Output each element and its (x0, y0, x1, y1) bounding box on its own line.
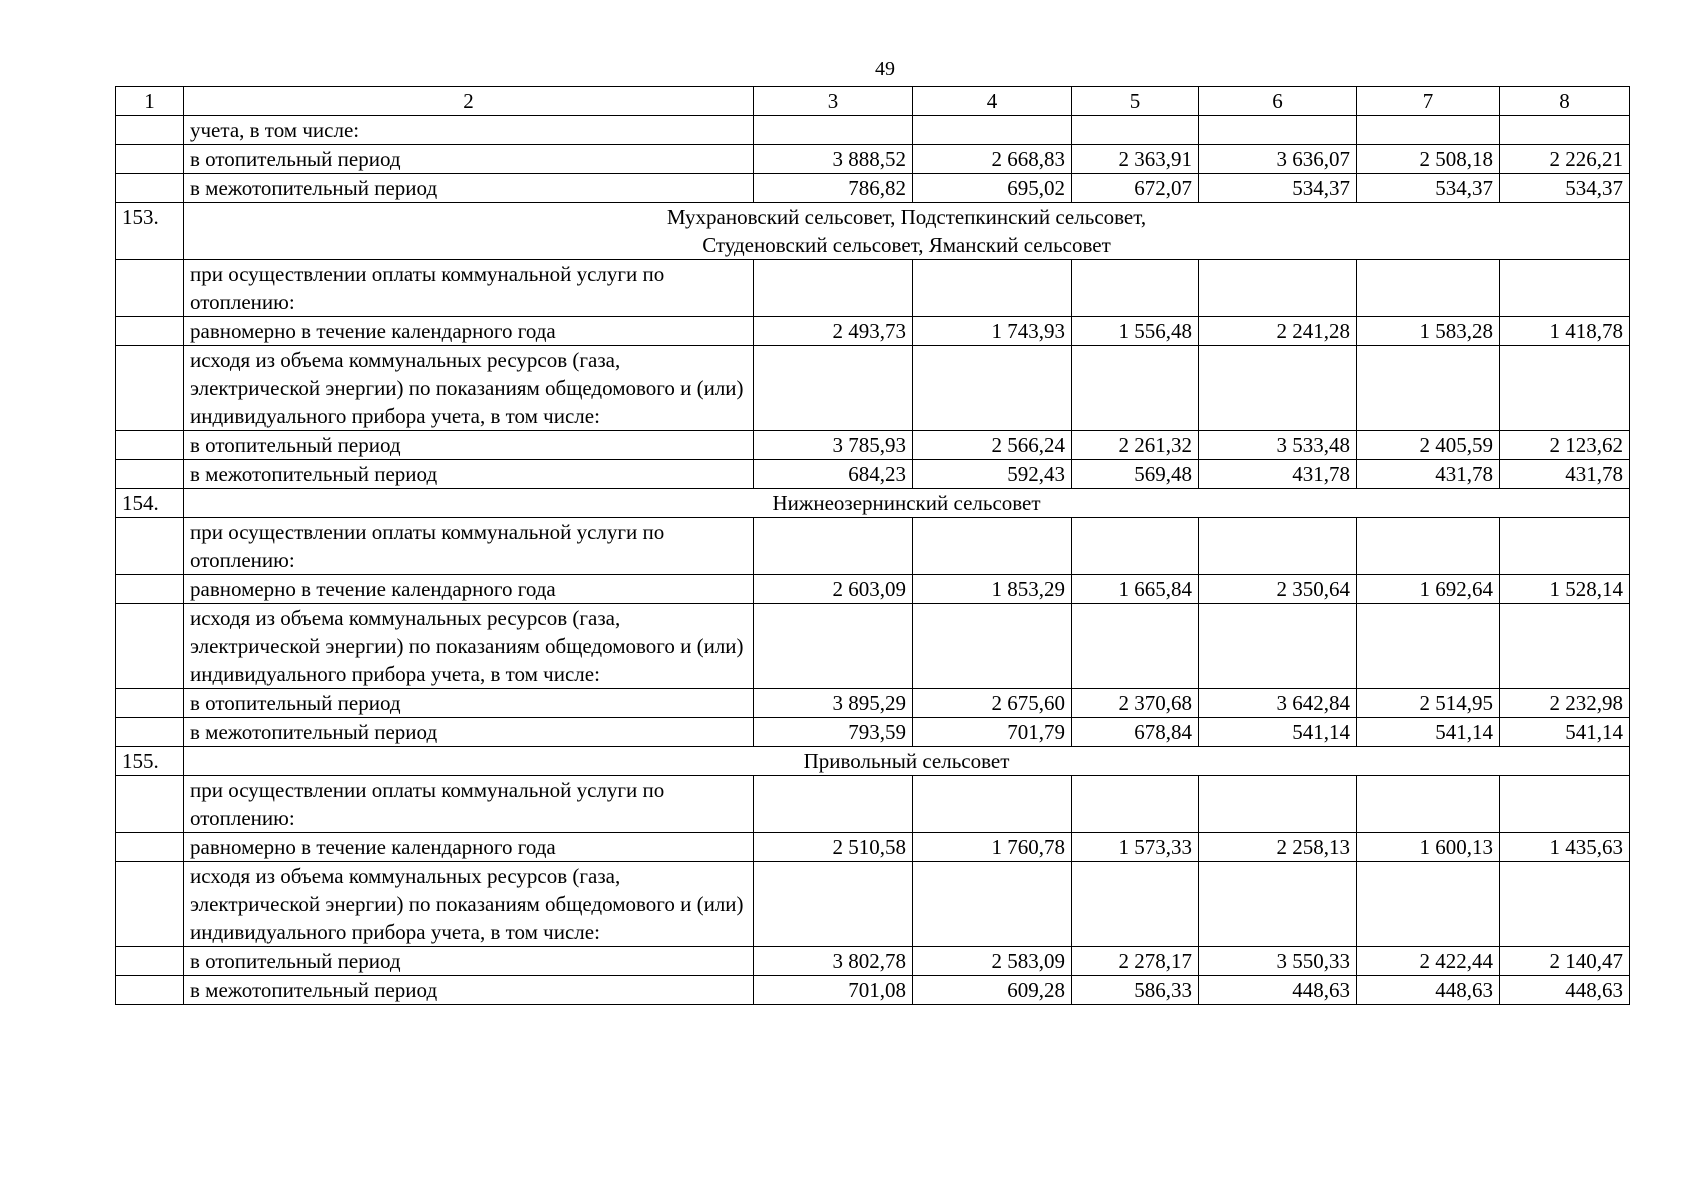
index-cell (116, 317, 184, 346)
value-cell: 2 241,28 (1199, 317, 1357, 346)
value-cell: 2 405,59 (1357, 431, 1500, 460)
value-cell: 3 802,78 (754, 947, 913, 976)
row-label: исходя из объема коммунальных ресурсов (газа, электрической энергии) по показаниям общедомового и (или) индивидуального прибора учета, в том числе: (184, 604, 754, 689)
value-cell: 1 556,48 (1072, 317, 1199, 346)
section-title (184, 203, 1630, 260)
section-row (116, 747, 1630, 776)
value-cell: 541,14 (1500, 718, 1630, 747)
index-cell (116, 431, 184, 460)
page-number: 49 (875, 58, 895, 80)
table-row (116, 116, 1630, 145)
value-cell: 3 642,84 (1199, 689, 1357, 718)
value-cell (1199, 260, 1357, 317)
value-cell: 592,43 (913, 460, 1072, 489)
value-cell: 793,59 (754, 718, 913, 747)
index-cell (116, 689, 184, 718)
section-index: 153. (116, 203, 184, 260)
index-cell (116, 718, 184, 747)
value-cell: 2 566,24 (913, 431, 1072, 460)
section-title-line: Привольный сельсовет (803, 749, 1010, 773)
value-cell: 1 583,28 (1357, 317, 1500, 346)
section-title (184, 747, 1630, 776)
value-cell: 2 226,21 (1500, 145, 1630, 174)
value-cell (1357, 518, 1500, 575)
value-cell: 2 668,83 (913, 145, 1072, 174)
value-cell: 2 258,13 (1199, 833, 1357, 862)
value-cell: 695,02 (913, 174, 1072, 203)
value-cell: 2 675,60 (913, 689, 1072, 718)
row-label: исходя из объема коммунальных ресурсов (газа, электрической энергии) по показаниям общедомового и (или) индивидуального прибора учета, в том числе: (184, 862, 754, 947)
value-cell (1199, 862, 1357, 947)
value-cell (1072, 776, 1199, 833)
value-cell (1500, 116, 1630, 145)
table-row (116, 174, 1630, 203)
index-cell (116, 260, 184, 317)
value-cell: 1 600,13 (1357, 833, 1500, 862)
value-cell: 701,79 (913, 718, 1072, 747)
value-cell (1199, 776, 1357, 833)
table-row (116, 833, 1630, 862)
value-cell: 609,28 (913, 976, 1072, 1005)
index-cell (116, 174, 184, 203)
row-label: при осуществлении оплаты коммунальной услуги по отоплению: (184, 518, 754, 575)
index-cell (116, 862, 184, 947)
index-cell (116, 518, 184, 575)
column-number-header-row (116, 87, 1630, 116)
value-cell: 2 261,32 (1072, 431, 1199, 460)
value-cell: 3 550,33 (1199, 947, 1357, 976)
value-cell (1199, 346, 1357, 431)
value-cell: 534,37 (1500, 174, 1630, 203)
value-cell: 2 123,62 (1500, 431, 1630, 460)
value-cell: 1 692,64 (1357, 575, 1500, 604)
row-label: в межотопительный период (184, 718, 754, 747)
row-label: в отопительный период (184, 689, 754, 718)
value-cell: 3 888,52 (754, 145, 913, 174)
value-cell (1357, 260, 1500, 317)
value-cell: 2 514,95 (1357, 689, 1500, 718)
value-cell (1500, 862, 1630, 947)
value-cell (1500, 776, 1630, 833)
value-cell (913, 116, 1072, 145)
value-cell: 1 665,84 (1072, 575, 1199, 604)
table-row (116, 976, 1630, 1005)
value-cell: 701,08 (754, 976, 913, 1005)
value-cell: 2 350,64 (1199, 575, 1357, 604)
value-cell: 672,07 (1072, 174, 1199, 203)
value-cell (754, 776, 913, 833)
column-number-header: 8 (1500, 87, 1630, 116)
index-cell (116, 604, 184, 689)
table-row (116, 460, 1630, 489)
row-label: в отопительный период (184, 431, 754, 460)
table-row (116, 575, 1630, 604)
value-cell (1072, 260, 1199, 317)
table-row (116, 346, 1630, 431)
section-row (116, 489, 1630, 518)
value-cell (1500, 346, 1630, 431)
row-label: в отопительный период (184, 145, 754, 174)
row-label: равномерно в течение календарного года (184, 833, 754, 862)
table-row (116, 518, 1630, 575)
value-cell (913, 518, 1072, 575)
table-row (116, 862, 1630, 947)
value-cell: 1 853,29 (913, 575, 1072, 604)
row-label: равномерно в течение календарного года (184, 317, 754, 346)
value-cell: 2 278,17 (1072, 947, 1199, 976)
column-number-header: 4 (913, 87, 1072, 116)
value-cell (754, 260, 913, 317)
row-label: при осуществлении оплаты коммунальной услуги по отоплению: (184, 776, 754, 833)
value-cell (1199, 518, 1357, 575)
value-cell (1199, 604, 1357, 689)
table-row (116, 947, 1630, 976)
row-label: учета, в том числе: (184, 116, 754, 145)
value-cell: 431,78 (1357, 460, 1500, 489)
value-cell (754, 604, 913, 689)
section-title-line: Нижнеозернинский сельсовет (772, 491, 1041, 515)
value-cell: 3 636,07 (1199, 145, 1357, 174)
index-cell (116, 776, 184, 833)
row-label: при осуществлении оплаты коммунальной услуги по отоплению: (184, 260, 754, 317)
value-cell: 448,63 (1357, 976, 1500, 1005)
value-cell: 1 528,14 (1500, 575, 1630, 604)
section-index: 154. (116, 489, 184, 518)
value-cell (754, 116, 913, 145)
section-row (116, 203, 1630, 260)
value-cell: 678,84 (1072, 718, 1199, 747)
table-row (116, 689, 1630, 718)
table-row (116, 145, 1630, 174)
value-cell: 2 493,73 (754, 317, 913, 346)
section-title (184, 489, 1630, 518)
value-cell (913, 862, 1072, 947)
index-cell (116, 145, 184, 174)
value-cell: 786,82 (754, 174, 913, 203)
value-cell (1500, 260, 1630, 317)
value-cell: 534,37 (1199, 174, 1357, 203)
value-cell: 2 603,09 (754, 575, 913, 604)
table-row (116, 776, 1630, 833)
value-cell (1072, 116, 1199, 145)
value-cell: 541,14 (1357, 718, 1500, 747)
value-cell: 1 435,63 (1500, 833, 1630, 862)
value-cell: 2 508,18 (1357, 145, 1500, 174)
value-cell: 2 510,58 (754, 833, 913, 862)
column-number-header: 6 (1199, 87, 1357, 116)
row-label: в межотопительный период (184, 174, 754, 203)
value-cell: 2 422,44 (1357, 947, 1500, 976)
index-cell (116, 346, 184, 431)
column-number-header: 7 (1357, 87, 1500, 116)
value-cell: 1 418,78 (1500, 317, 1630, 346)
value-cell (1357, 346, 1500, 431)
row-label: в отопительный период (184, 947, 754, 976)
section-title-line: Студеновский сельсовет, Яманский сельсовет (702, 233, 1111, 257)
value-cell (1357, 776, 1500, 833)
table-row (116, 604, 1630, 689)
value-cell (913, 260, 1072, 317)
table-row (116, 431, 1630, 460)
value-cell (1072, 862, 1199, 947)
value-cell (913, 604, 1072, 689)
value-cell (1500, 518, 1630, 575)
index-cell (116, 575, 184, 604)
table-row (116, 317, 1630, 346)
value-cell (1072, 518, 1199, 575)
value-cell (913, 346, 1072, 431)
value-cell (913, 776, 1072, 833)
index-cell (116, 460, 184, 489)
value-cell (1357, 604, 1500, 689)
value-cell: 448,63 (1199, 976, 1357, 1005)
section-title-line: Мухрановский сельсовет, Подстепкинский сельсовет, (666, 205, 1147, 229)
value-cell: 448,63 (1500, 976, 1630, 1005)
column-number-header: 1 (116, 87, 184, 116)
value-cell: 534,37 (1357, 174, 1500, 203)
column-number-header: 3 (754, 87, 913, 116)
table-row (116, 718, 1630, 747)
value-cell: 3 895,29 (754, 689, 913, 718)
column-number-header: 2 (184, 87, 754, 116)
table-row (116, 260, 1630, 317)
row-label: в межотопительный период (184, 460, 754, 489)
value-cell (1072, 604, 1199, 689)
index-cell (116, 116, 184, 145)
value-cell (1357, 116, 1500, 145)
value-cell: 3 785,93 (754, 431, 913, 460)
value-cell: 684,23 (754, 460, 913, 489)
value-cell: 2 583,09 (913, 947, 1072, 976)
column-number-header: 5 (1072, 87, 1199, 116)
value-cell (754, 862, 913, 947)
value-cell: 3 533,48 (1199, 431, 1357, 460)
value-cell: 2 232,98 (1500, 689, 1630, 718)
value-cell: 431,78 (1199, 460, 1357, 489)
value-cell: 569,48 (1072, 460, 1199, 489)
value-cell (754, 518, 913, 575)
section-index: 155. (116, 747, 184, 776)
value-cell: 586,33 (1072, 976, 1199, 1005)
index-cell (116, 976, 184, 1005)
value-cell (1500, 604, 1630, 689)
index-cell (116, 833, 184, 862)
value-cell: 2 363,91 (1072, 145, 1199, 174)
tariff-table (115, 86, 1630, 1005)
value-cell: 2 140,47 (1500, 947, 1630, 976)
index-cell (116, 947, 184, 976)
value-cell: 2 370,68 (1072, 689, 1199, 718)
value-cell (754, 346, 913, 431)
value-cell (1357, 862, 1500, 947)
row-label: исходя из объема коммунальных ресурсов (газа, электрической энергии) по показаниям общедомового и (или) индивидуального прибора учета, в том числе: (184, 346, 754, 431)
value-cell (1072, 346, 1199, 431)
row-label: в межотопительный период (184, 976, 754, 1005)
row-label: равномерно в течение календарного года (184, 575, 754, 604)
value-cell: 541,14 (1199, 718, 1357, 747)
value-cell: 1 573,33 (1072, 833, 1199, 862)
value-cell: 1 760,78 (913, 833, 1072, 862)
value-cell: 431,78 (1500, 460, 1630, 489)
value-cell: 1 743,93 (913, 317, 1072, 346)
value-cell (1199, 116, 1357, 145)
